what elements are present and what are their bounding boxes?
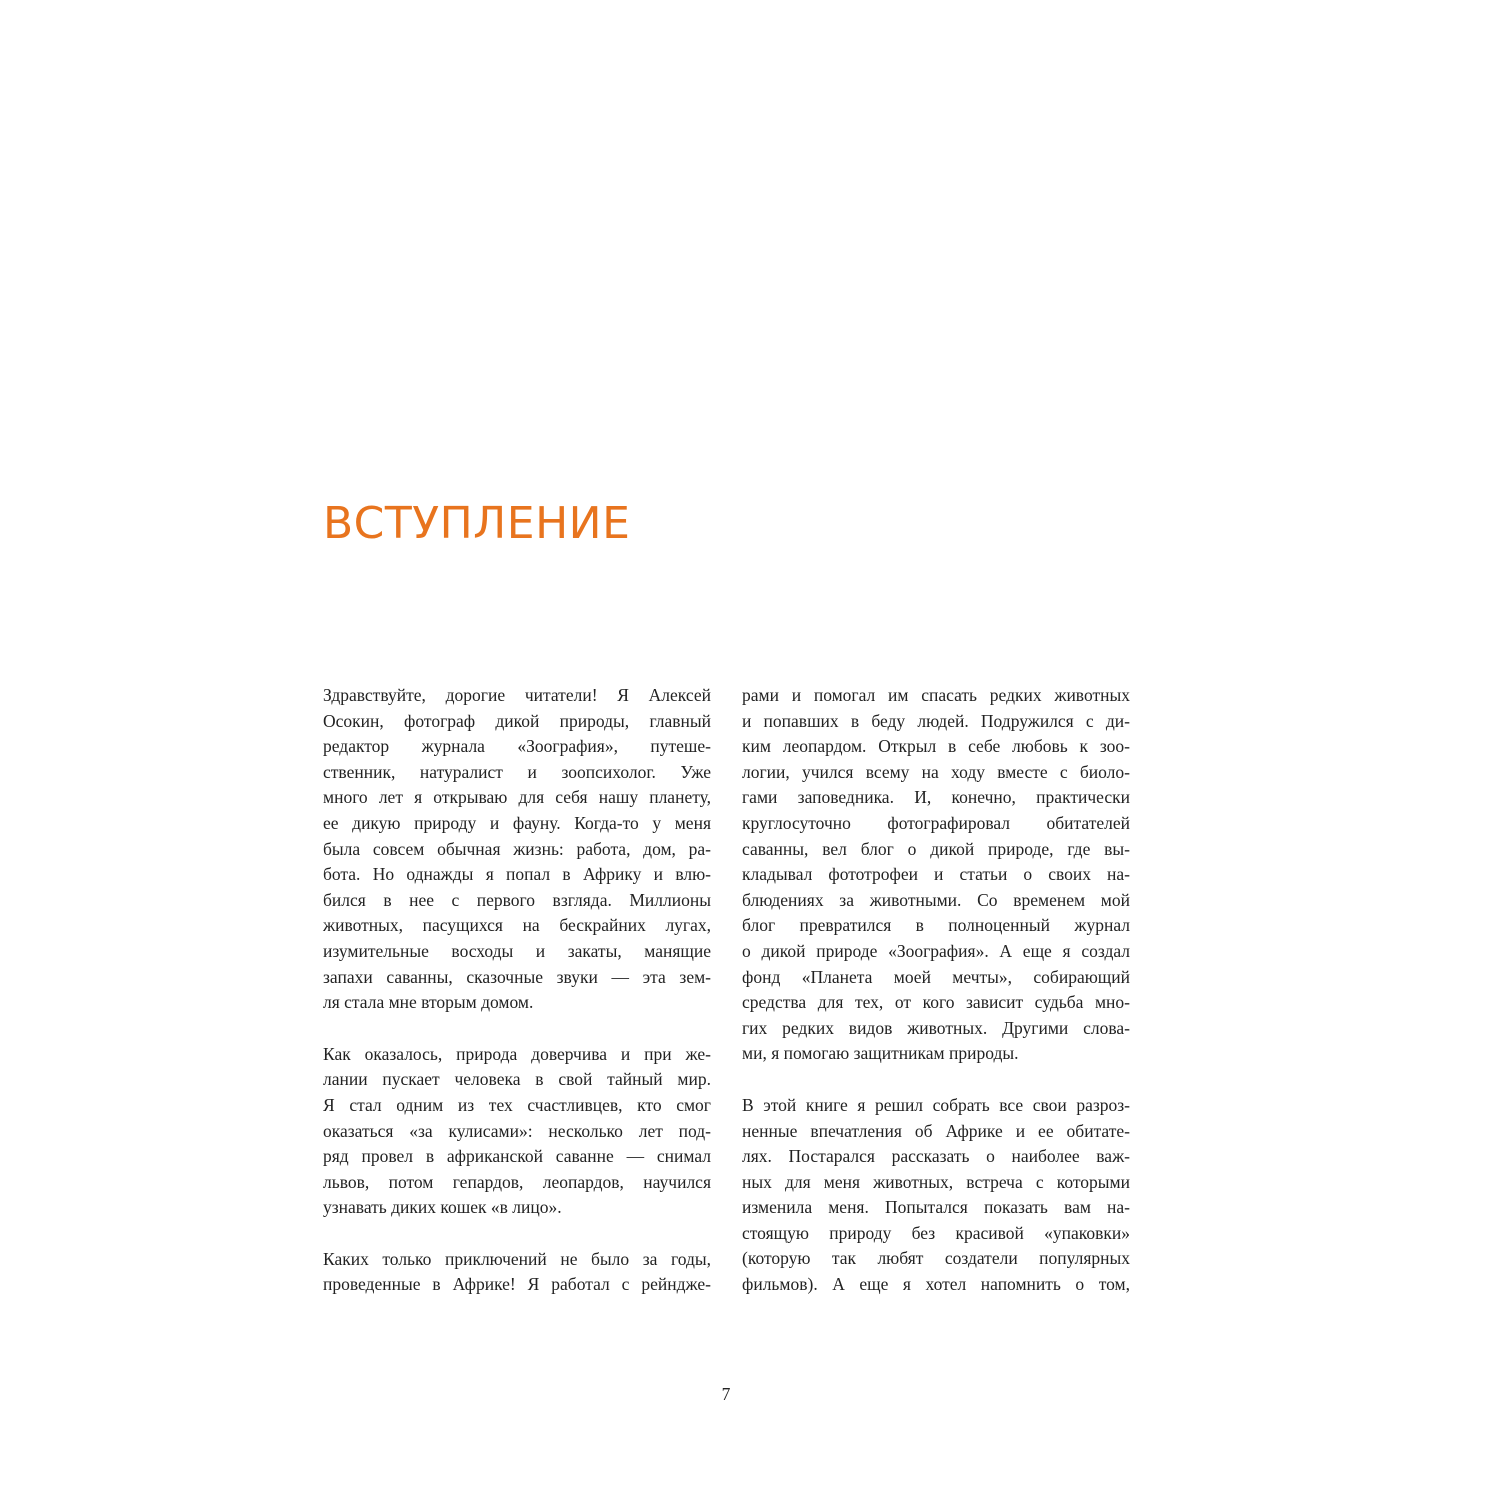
text-line: ненные впечатления об Африке и ее обитате- <box>742 1120 1130 1141</box>
text-line: фонд «Планета моей мечты», собирающий <box>742 966 1130 987</box>
text-line: Осокин, фотограф дикой природы, главный <box>323 710 711 731</box>
text-line: Здравствуйте, дорогие читатели! Я Алексей <box>323 685 711 705</box>
text-line: круглосуточно фотографировал обитателей <box>742 812 1130 833</box>
text-line: о дикой природе «Зоография». А еще я создал <box>742 940 1130 961</box>
paragraph <box>323 1247 711 1298</box>
paragraph <box>742 683 1130 1067</box>
page-number: 7 <box>721 1384 731 1404</box>
text-line: была совсем обычная жизнь: работа, дом, ра- <box>323 838 711 859</box>
text-line: оказаться «за кулисами»: несколько лет под- <box>323 1120 711 1141</box>
text-line: Я стал одним из тех счастливцев, кто смог <box>323 1094 711 1115</box>
text-line: рами и помогал им спасать редких животных <box>742 685 1130 705</box>
text-line: саванны, вел блог о дикой природе, где вы- <box>742 838 1130 859</box>
text-line: ее дикую природу и фауну. Когда-то у меня <box>323 812 711 833</box>
text-line: кладывал фототрофеи и статьи о своих на- <box>742 864 1130 885</box>
text-line: лании пускает человека в свой тайный мир. <box>323 1069 711 1090</box>
text-line: логии, учился всему на ходу вместе с биоло- <box>742 761 1130 782</box>
text-line: ким леопардом. Открыл в себе любовь к зоо- <box>742 736 1130 757</box>
text-line: бился в нее с первого взгляда. Миллионы <box>323 889 711 910</box>
paragraph <box>323 1042 711 1221</box>
text-line: средства для тех, от кого зависит судьба мно- <box>742 992 1130 1013</box>
text-line: львов, потом гепардов, леопардов, научился <box>323 1171 711 1192</box>
text-line: изменила меня. Попытался показать вам на- <box>742 1197 1130 1218</box>
text-line: проведенные в Африке! Я работал с рейндже- <box>323 1274 711 1295</box>
text-column-left <box>323 683 711 1324</box>
text-line: Как оказалось, природа доверчива и при же- <box>323 1043 711 1064</box>
text-line: стоящую природу без красивой «упаковки» <box>742 1222 1130 1243</box>
text-line: запахи саванны, сказочные звуки — эта зем- <box>323 966 711 987</box>
text-line: ственник, натуралист и зоопсихолог. Уже <box>323 761 711 782</box>
paragraph <box>742 1093 1130 1298</box>
text-line: В этой книге я решил собрать все свои разроз- <box>742 1094 1130 1115</box>
text-line: бота. Но однажды я попал в Африку и влю- <box>323 864 711 885</box>
text-line: животных, пасущихся на бескрайних лугах, <box>323 915 711 936</box>
text-line: фильмов). А еще я хотел напомнить о том, <box>742 1274 1130 1295</box>
text-line: (которую так любят создатели популярных <box>742 1248 1130 1269</box>
text-column-right <box>742 683 1130 1324</box>
text-line: редактор журнала «Зоография», путеше- <box>323 736 711 757</box>
text-line: ля стала мне вторым домом. <box>323 992 534 1013</box>
paragraph <box>323 683 711 1016</box>
text-line: лях. Постарался рассказать о наиболее важ- <box>742 1146 1130 1167</box>
text-line: изумительные восходы и закаты, манящие <box>323 940 711 961</box>
text-line: и попавших в беду людей. Подружился с ди- <box>742 710 1130 731</box>
text-line: ных для меня животных, встреча с которыми <box>742 1171 1130 1192</box>
text-line: блог превратился в полноценный журнал <box>742 915 1130 936</box>
text-line: гих редких видов животных. Другими слова- <box>742 1017 1130 1038</box>
chapter-title: ВСТУПЛЕНИЕ <box>323 498 631 549</box>
text-line: Каких только приключений не было за годы, <box>323 1248 711 1269</box>
text-line: ми, я помогаю защитникам природы. <box>742 1043 1019 1064</box>
text-line: гами заповедника. И, конечно, практически <box>742 787 1130 808</box>
text-line: ряд провел в африканской саванне — снимал <box>323 1146 711 1167</box>
text-line: много лет я открываю для себя нашу планету, <box>323 787 711 808</box>
text-line: блюдениях за животными. Со временем мой <box>742 889 1130 910</box>
text-line: узнавать диких кошек «в лицо». <box>323 1197 562 1218</box>
